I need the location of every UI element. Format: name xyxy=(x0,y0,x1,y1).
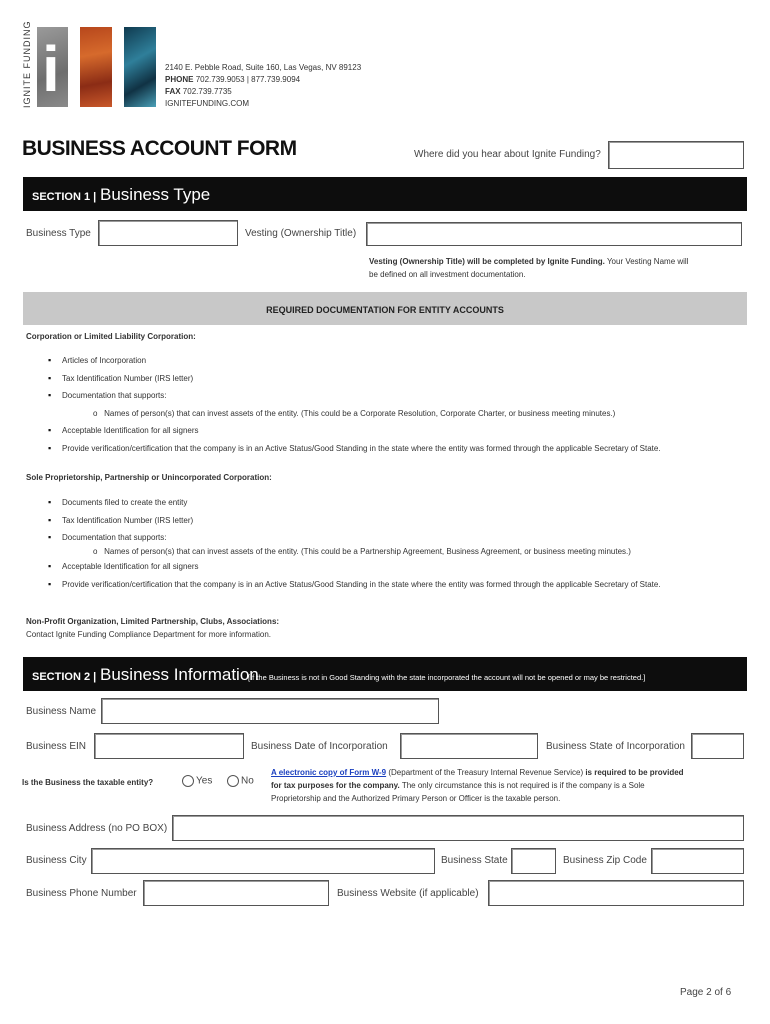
sub-marker: o xyxy=(93,547,98,556)
company-fax xyxy=(165,87,232,96)
section-1-bar xyxy=(23,177,747,211)
state-label: Business State xyxy=(441,855,508,866)
corp-heading: Corporation or Limited Liability Corporation: xyxy=(26,332,196,341)
list-item: ▪ Tax Identification Number (IRS letter) xyxy=(48,516,193,534)
vesting-label: Vesting (Ownership Title) xyxy=(245,228,357,239)
company-website: IGNITEFUNDING.COM xyxy=(165,99,249,108)
form-title: BUSINESS ACCOUNT FORM xyxy=(22,137,297,160)
business-type-input[interactable] xyxy=(98,220,238,246)
nonprofit-text: Contact Ignite Funding Compliance Department for more information. xyxy=(26,630,272,639)
business-phone-label: Business Phone Number xyxy=(26,888,137,899)
sole-heading: Sole Proprietorship, Partnership or Unincorporated Corporation: xyxy=(26,473,272,482)
vesting-note-line2: be defined on all investment documentation. xyxy=(369,270,526,279)
city-input[interactable] xyxy=(91,848,435,874)
list-item: ▪ Provide verification/certification that the company is in an Active Status/Good Standing in the state where the entity was formed through the applicable Secretary of State. xyxy=(48,580,661,598)
incorp-state-label: Business State of Incorporation xyxy=(546,741,685,752)
vesting-note-bold: Vesting (Ownership Title) will be completed by Ignite Funding. xyxy=(369,257,605,266)
sole-list-2 xyxy=(48,562,661,597)
w9-dept: (Department of the Treasury Internal Revenue Service) xyxy=(386,768,586,777)
sole-sub-text: Names of person(s) that can invest assets of the entity. (This could be a Partnership Agreement, Business Agreement, or business meeting minutes.) xyxy=(104,547,631,556)
nonprofit-heading: Non-Profit Organization, Limited Partnership, Clubs, Associations: xyxy=(26,617,280,626)
vesting-note xyxy=(369,255,688,281)
section-1-number: SECTION 1 | xyxy=(32,191,97,203)
vesting-input[interactable] xyxy=(366,222,742,246)
taxable-yes-option[interactable] xyxy=(182,775,212,787)
w9-link[interactable]: A electronic copy of Form W-9 xyxy=(271,768,387,777)
incorp-date-label: Business Date of Incorporation xyxy=(251,741,388,752)
sub-marker: o xyxy=(93,409,98,418)
business-phone-input[interactable] xyxy=(143,880,329,906)
zip-input[interactable] xyxy=(651,848,744,874)
ein-label: Business EIN xyxy=(26,741,87,752)
corp-sub-item xyxy=(93,409,615,418)
w9-line3: Proprietorship and the Authorized Primary Person or Officer is the taxable person. xyxy=(271,794,561,803)
w9-line2-bold: for tax purposes for the company. xyxy=(271,781,400,790)
yes-label: Yes xyxy=(196,775,213,787)
phone-label: PHONE xyxy=(165,75,194,84)
section-2-title: Business Information xyxy=(100,665,259,684)
hear-about-label: Where did you hear about Ignite Funding? xyxy=(414,149,601,160)
city-label: Business City xyxy=(26,855,87,866)
list-item: ▪ Acceptable Identification for all signers xyxy=(48,562,661,580)
address-label: Business Address (no PO BOX) xyxy=(26,823,168,834)
w9-line2-rest: The only circumstance this is not required is if the company is a Sole xyxy=(399,781,645,790)
business-website-label: Business Website (if applicable) xyxy=(337,888,479,899)
radio-no[interactable] xyxy=(227,775,239,787)
company-address: 2140 E. Pebble Road, Suite 160, Las Vegas, NV 89123 xyxy=(165,63,362,72)
state-input[interactable] xyxy=(511,848,556,874)
business-name-label: Business Name xyxy=(26,706,97,717)
required-docs-bar xyxy=(23,292,747,325)
corp-list-2 xyxy=(48,426,661,461)
required-docs-header: REQUIRED DOCUMENTATION FOR ENTITY ACCOUNTS xyxy=(266,305,504,315)
ein-input[interactable] xyxy=(94,733,244,759)
page-number: Page 2 of 6 xyxy=(680,987,732,998)
vesting-note-rest: Your Vesting Name will xyxy=(604,257,689,266)
w9-note xyxy=(271,766,684,805)
list-item: ▪ Documentation that supports: xyxy=(48,391,193,409)
fax-label: FAX xyxy=(165,87,181,96)
hear-about-input[interactable] xyxy=(608,141,744,169)
taxable-no-option[interactable] xyxy=(227,775,254,787)
address-input[interactable] xyxy=(172,815,744,841)
section-2-bar xyxy=(23,657,747,691)
sole-sub-item xyxy=(93,547,631,556)
logo-panel-orange xyxy=(80,27,112,107)
phone-value: 702.739.9053 | 877.739.9094 xyxy=(195,75,301,84)
taxable-question: Is the Business the taxable entity? xyxy=(22,778,154,787)
sole-list xyxy=(48,498,193,548)
section-2-note: [If the Business is not in Good Standing with the state incorporated the account will not be opened or may be restricted.] xyxy=(248,673,646,682)
list-item: ▪ Acceptable Identification for all signers xyxy=(48,426,661,444)
zip-label: Business Zip Code xyxy=(563,855,647,866)
section-2-number: SECTION 2 | xyxy=(32,671,97,683)
fax-value: 702.739.7735 xyxy=(182,87,232,96)
business-type-label: Business Type xyxy=(26,228,91,239)
logo-letter: i xyxy=(42,33,60,105)
no-label: No xyxy=(241,775,254,787)
logo-brand-text: IGNITE FUNDING xyxy=(22,20,32,108)
list-item: ▪ Articles of Incorporation xyxy=(48,356,193,374)
list-item: ▪ Documentation that supports: xyxy=(48,533,193,548)
business-name-input[interactable] xyxy=(101,698,439,724)
corp-sub-text: Names of person(s) that can invest assets of the entity. (This could be a Corporate Resolution, Corporate Charter, or business meeting minutes.) xyxy=(104,409,616,418)
list-item: ▪ Provide verification/certification that the company is in an Active Status/Good Standing in the state where the entity was formed through the applicable Secretary of State. xyxy=(48,444,661,462)
company-phone xyxy=(165,75,300,84)
list-item: ▪ Tax Identification Number (IRS letter) xyxy=(48,374,193,392)
incorp-date-input[interactable] xyxy=(400,733,538,759)
logo-panel-blue xyxy=(124,27,156,107)
corp-list xyxy=(48,356,193,409)
business-website-input[interactable] xyxy=(488,880,744,906)
w9-required: is required to be provided xyxy=(585,768,684,777)
list-item: ▪ Documents filed to create the entity xyxy=(48,498,193,516)
incorp-state-input[interactable] xyxy=(691,733,744,759)
radio-yes[interactable] xyxy=(182,775,194,787)
section-1-title: Business Type xyxy=(100,185,211,204)
